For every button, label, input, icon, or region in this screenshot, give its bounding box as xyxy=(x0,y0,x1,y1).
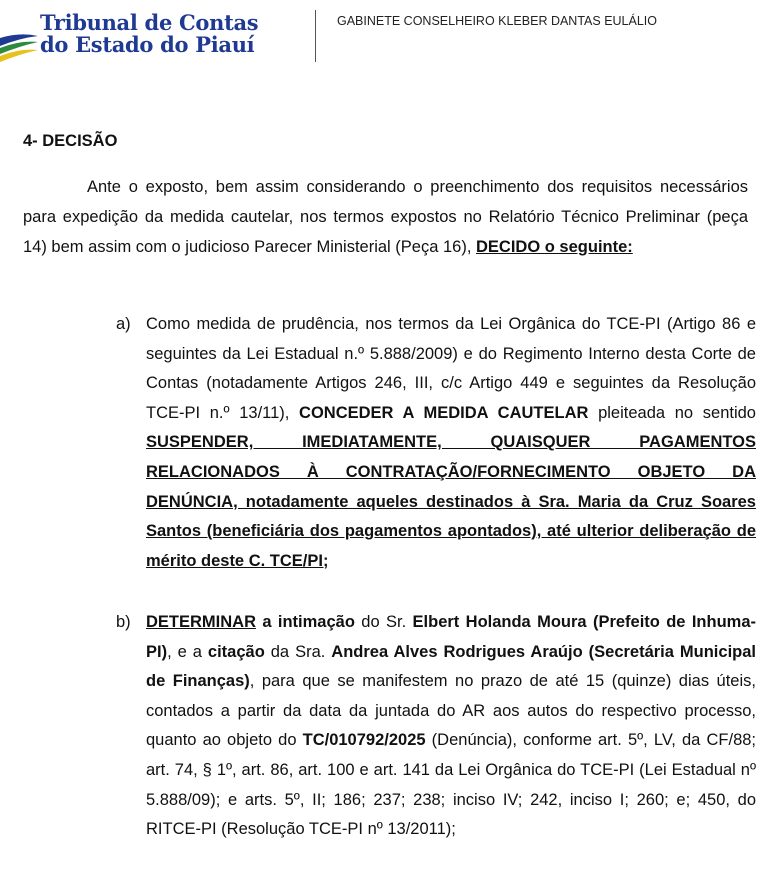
item-b-bold3: citação xyxy=(207,642,265,661)
court-name xyxy=(40,12,258,56)
item-a-bold1: CONCEDER A MEDIDA CAUTELAR xyxy=(299,403,589,422)
intro-paragraph xyxy=(23,172,748,262)
item-b-bold4: Andrea Alves Rodrigues Araújo (Secretária Municipal de Finanças) xyxy=(146,642,756,691)
section-title: 4- DECISÃO xyxy=(23,132,118,150)
decision-item-b xyxy=(116,608,756,845)
item-b-text2: , e a xyxy=(167,642,208,661)
item-b-text1: do Sr. xyxy=(354,613,413,631)
item-b-body xyxy=(146,608,756,845)
item-marker: b) xyxy=(116,613,131,631)
item-b-bold1: a intimação xyxy=(256,613,355,631)
item-b-text4: , para que se manifestem no prazo de até 15 (quinze) dias úteis, contados a partir da data da juntada do AR aos autos do respectivo processo, quanto ao objeto do xyxy=(146,672,756,750)
document-header xyxy=(0,0,768,75)
item-a-suspension-order: SUSPENDER, IMEDIATAMENTE, QUAISQUER PAGAMENTOS RELACIONADOS À CONTRATAÇÃO/FORNECIMENTO OBJETO DA DENÚNCIA, notadamente aqueles destinados à Sra. Maria da Cruz Soares Santos (beneficiária dos pagamentos apontados), até ulterior deliberação de mérito deste C. TCE/PI; xyxy=(146,433,756,570)
court-name-line1: Tribunal de Contas xyxy=(40,10,259,35)
item-a-text1: Como medida de prudência, nos termos da Lei Orgânica do TCE-PI (Artigo 86 e seguintes da Lei Estadual n.º 5.888/2009) e do Regimento Interno desta Corte de Contas (notadamente Artigos 246, III, c/c Artigo 449 e seguintes da Resolução TCE-PI n.º 13/11), xyxy=(146,315,756,422)
intro-decision-emphasis: DECIDO o seguinte: xyxy=(476,238,633,256)
item-b-bold2: Elbert Holanda Moura (Prefeito de Inhuma-PI) xyxy=(146,613,757,661)
item-a-body xyxy=(146,310,756,576)
item-b-determinar: DETERMINAR xyxy=(146,613,256,631)
decision-item-a xyxy=(116,310,756,576)
header-divider xyxy=(315,10,316,62)
item-marker: a) xyxy=(116,315,131,333)
cabinet-name: GABINETE CONSELHEIRO KLEBER DANTAS EULÁLIO xyxy=(337,14,657,28)
intro-text: Ante o exposto, bem assim considerando o preenchimento dos requisitos necessários para expedição da medida cautelar, nos termos expostos no Relatório Técnico Preliminar (peça 14) bem assim com o judicioso Parecer Ministerial (Peça 16), xyxy=(23,178,748,256)
court-name-line2: do Estado do Piauí xyxy=(40,32,255,57)
item-b-text5: (Denúncia), conforme art. 5º, LV, da CF/88; art. 74, § 1º, art. 86, art. 100 e art. 141 da Lei Orgânica do TCE-PI (Lei Estadual nº 5.888/09); e arts. 5º, II; 186; 237; 238; inciso IV; 242, inciso I; 260; e; 450, do RITCE-PI (Resolução TCE-PI nº 13/2011); xyxy=(146,731,757,839)
logo-swoosh-icon xyxy=(0,30,40,70)
item-a-text2: pleiteada no sentido xyxy=(588,403,756,422)
item-b-text3: da Sra. xyxy=(264,642,332,661)
item-b-process-number: TC/010792/2025 xyxy=(302,731,426,750)
